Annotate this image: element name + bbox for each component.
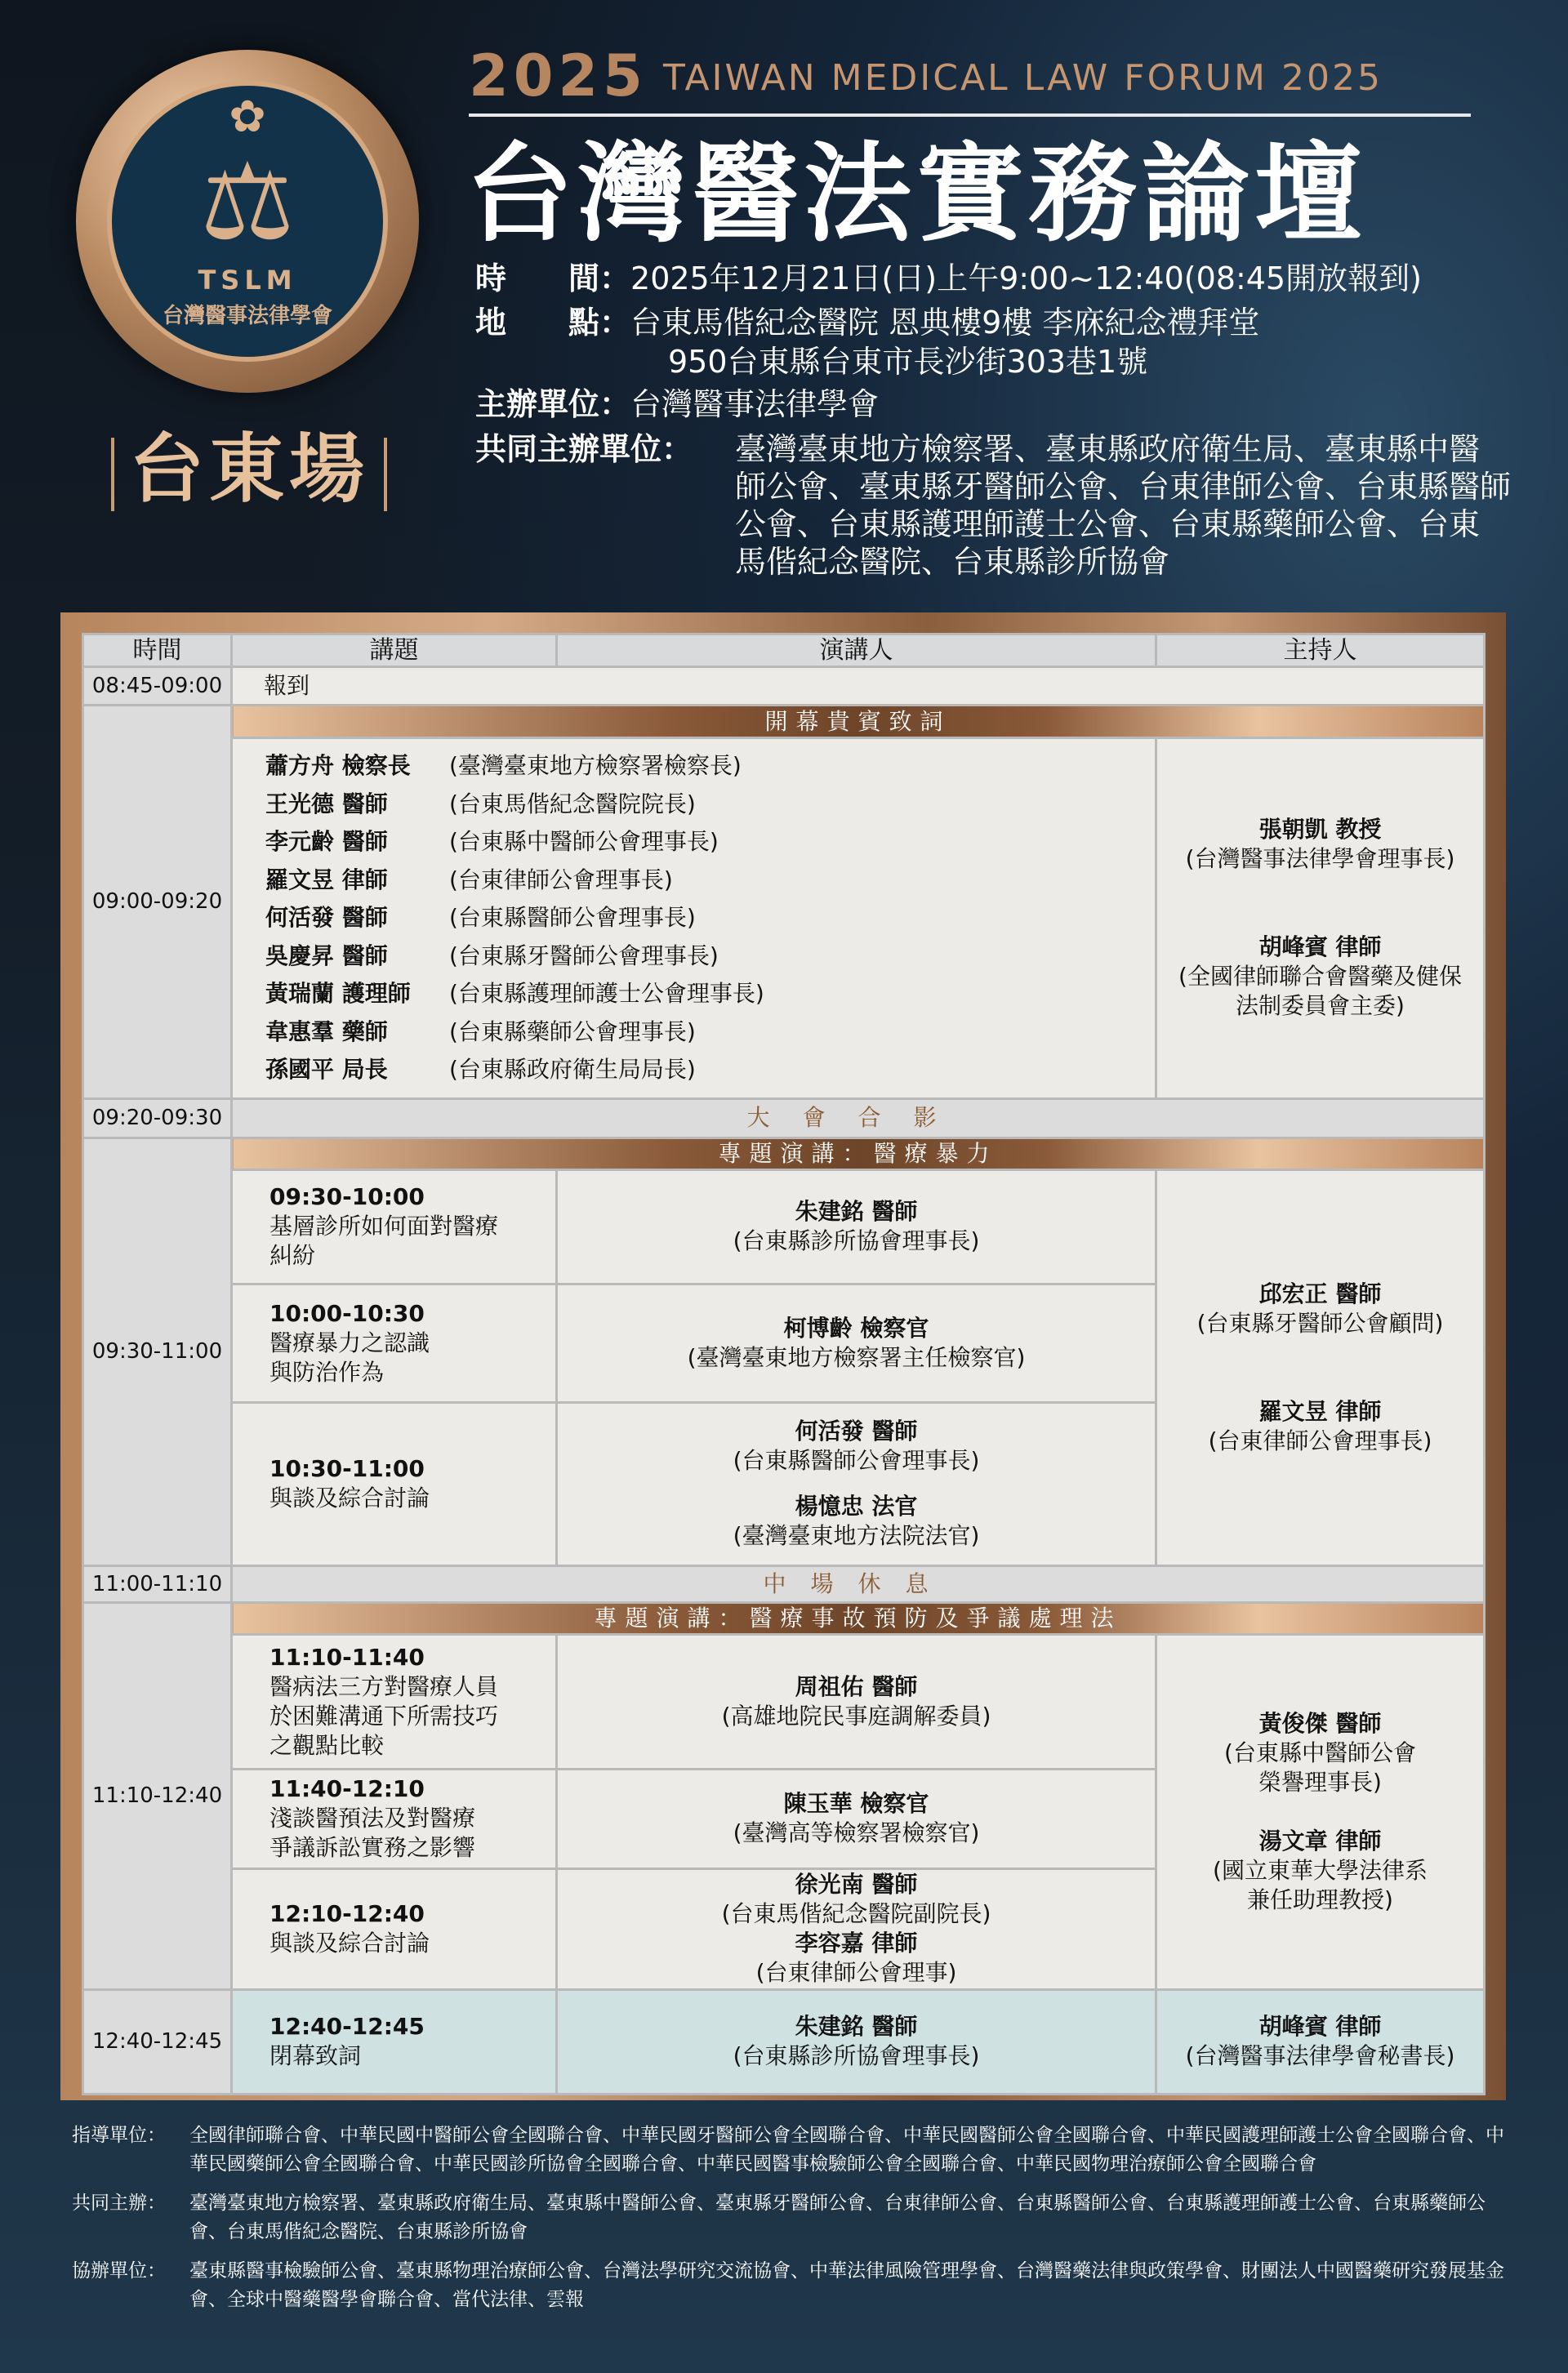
host-cell: 黃俊傑 醫師 (台東縣中醫師公會 榮譽理事長) 湯文章 律師 (國立東華大學法律系 兼任助理教授) — [1156, 1634, 1485, 1989]
time-cell: 08:45-09:00 — [83, 667, 232, 706]
list-item: 何活發 醫師 (台東縣醫師公會理事長) — [265, 904, 696, 931]
table-row — [83, 1169, 1485, 1284]
scales-caduceus-icon: ⚖ — [199, 145, 296, 259]
time-cell: 11:10-12:40 — [83, 1602, 232, 1989]
cohost-line: 師公會、臺東縣牙醫師公會、台東律師公會、台東縣醫師 — [735, 469, 1512, 505]
break-cell: 中場休息 — [232, 1565, 1485, 1602]
speaker-cell: 朱建銘 醫師 (台東縣診所協會理事長) — [557, 1169, 1156, 1284]
table-row — [83, 1989, 1485, 2094]
section-banner: 專題演講：醫療事故預防及爭議處理法 — [232, 1602, 1485, 1634]
topic-cell: 12:40-12:45 閉幕致詞 — [232, 1989, 557, 2094]
divider-bar — [384, 438, 387, 511]
speaker-cell: 朱建銘 醫師 (台東縣診所協會理事長) — [557, 1989, 1156, 2094]
time-cell: 09:30-11:00 — [83, 1138, 232, 1565]
list-item: 黃瑞蘭 護理師 (台東縣護理師護士公會理事長) — [265, 980, 764, 1007]
info-place-value: 台東馬偕紀念醫院 恩典樓9樓 李庥紀念禮拜堂 — [630, 305, 1260, 341]
footer-guidance: 指導單位： 全國律師聯合會、中華民國中醫師公會全國聯合會、中華民國牙醫師公會全國聯合會、中華民國醫師公會全國聯合會、中華民國護理師護士公會全國聯合會、中華民國藥師公會全國聯合會、中華民國診所協會全國聯合會、中華民國醫事檢驗師公會全國聯合會、中華民國物理治療師公會全國聯合會 — [72, 2125, 1504, 2175]
speaker-cell: 陳玉華 檢察官 (臺灣高等檢察署檢察官) — [557, 1769, 1156, 1868]
info-host — [475, 385, 879, 423]
cohost-line: 臺灣臺東地方檢察署、臺東縣政府衛生局、臺東縣中醫 — [735, 431, 1481, 467]
checkin-cell: 報到 — [232, 667, 1485, 706]
topic-cell: 10:30-11:00 與談及綜合討論 — [232, 1402, 557, 1565]
time-cell: 09:20-09:30 — [83, 1098, 232, 1138]
table-row — [83, 1138, 1485, 1169]
list-item: 蕭方舟 檢察長 (臺灣臺東地方檢察署檢察長) — [265, 752, 742, 779]
header-time: 時間 — [83, 634, 232, 667]
host-cell: 張朝凱 教授 (台灣醫事法律學會理事長) 胡峰賓 律師 (全國律師聯合會醫藥及健保 法制委員會主委) — [1156, 738, 1485, 1099]
time-cell: 12:40-12:45 — [83, 1989, 232, 2094]
info-time — [475, 260, 1422, 297]
topic-cell: 12:10-12:40 與談及綜合討論 — [232, 1868, 557, 1989]
table-header — [83, 634, 1485, 667]
header-host: 主持人 — [1156, 634, 1485, 667]
plum-blossom-icon: ✿ — [229, 92, 266, 141]
info-cohost — [735, 430, 1511, 581]
topic-cell: 11:10-11:40 醫病法三方對醫療人員 於困難溝通下所需技巧 之觀點比較 — [232, 1634, 557, 1769]
info-time-value: 2025年12月21日(日)上午9:00~12:40(08:45開放報到) — [630, 260, 1422, 296]
section-banner: 專題演講：醫療暴力 — [232, 1138, 1485, 1169]
photo-cell: 大會合影 — [232, 1098, 1485, 1138]
header-topic: 講題 — [232, 634, 557, 667]
time-cell: 11:00-11:10 — [83, 1565, 232, 1602]
agenda-table — [82, 633, 1486, 2095]
tslm-logo — [76, 50, 419, 393]
venue-label — [82, 425, 416, 514]
divider — [469, 114, 1471, 117]
english-title: TAIWAN MEDICAL LAW FORUM 2025 — [663, 57, 1383, 99]
host-cell: 邱宏正 醫師 (台東縣牙醫師公會顧問) 羅文昱 律師 (台東律師公會理事長) — [1156, 1169, 1485, 1565]
footer-coorganizer: 協辦單位： 臺東縣醫事檢驗師公會、臺東縣物理治療師公會、台灣法學研究交流協會、中華法律風險管理學會、台灣醫藥法律與政策學會、財團法人中國醫藥研究發展基金會、全球中醫藥醫學會聯合會、當代法律、雲報 — [72, 2260, 1504, 2310]
logo-abbr: TSLM — [198, 265, 297, 296]
info-place-label: 地 點： — [475, 305, 631, 341]
topic-cell: 09:30-10:00 基層診所如何面對醫療 糾紛 — [232, 1169, 557, 1284]
opening-speakers — [232, 738, 1156, 1099]
list-item: 吳慶昇 醫師 (台東縣牙醫師公會理事長) — [265, 942, 719, 969]
host-cell: 胡峰賓 律師 (台灣醫事法律學會秘書長) — [1156, 1989, 1485, 2094]
cohost-line: 馬偕紀念醫院、台東縣診所協會 — [735, 544, 1170, 580]
speaker-cell: 柯博齡 檢察官 (臺灣臺東地方檢察署主任檢察官) — [557, 1284, 1156, 1402]
logo-ring-text: 台灣醫事法律學會 — [162, 304, 332, 328]
topic-cell: 11:40-12:10 淺談醫預法及對醫療 爭議訴訟實務之影響 — [232, 1769, 557, 1868]
table-row — [83, 667, 1485, 706]
speaker-cell: 周祖佑 醫師 (高雄地院民事庭調解委員) — [557, 1634, 1156, 1769]
footer-organizers — [72, 2121, 1509, 2325]
page-title: 台灣醫法實務論壇 — [466, 131, 1367, 257]
section-banner: 開幕貴賓致詞 — [232, 706, 1485, 738]
divider-bar — [111, 438, 114, 511]
info-cohost-label: 共同主辦單位： — [475, 431, 693, 467]
time-cell: 09:00-09:20 — [83, 706, 232, 1099]
topic-cell: 10:00-10:30 醫療暴力之認識 與防治作為 — [232, 1284, 557, 1402]
table-row — [83, 1098, 1485, 1138]
info-host-value: 台灣醫事法律學會 — [630, 386, 880, 422]
cohost-line: 公會、台東縣護理師護士公會、台東縣藥師公會、台東 — [735, 506, 1481, 542]
table-row — [83, 1565, 1485, 1602]
list-item: 韋惠羣 藥師 (台東縣藥師公會理事長) — [265, 1017, 696, 1045]
footer-cohost: 共同主辦： 臺灣臺東地方檢察署、臺東縣政府衛生局、臺東縣中醫師公會、臺東縣牙醫師公會、台東律師公會、台東縣醫師公會、台東縣護理師護士公會、台東縣藥師公會、台東馬偕紀念醫院、台東縣診所協會 — [72, 2193, 1486, 2242]
table-row — [83, 1634, 1485, 1769]
info-host-label: 主辦單位： — [475, 386, 631, 422]
table-row — [83, 738, 1485, 1099]
header-speaker: 演講人 — [557, 634, 1156, 667]
list-item: 孫國平 局長 (台東縣政府衛生局局長) — [265, 1056, 696, 1083]
venue-text: 台東場 — [128, 425, 369, 513]
info-address: 950台東縣台東市長沙街303巷1號 — [668, 344, 1148, 380]
info-place — [475, 304, 1259, 341]
table-row — [83, 1602, 1485, 1634]
table-row — [83, 706, 1485, 738]
info-time-label: 時 間： — [475, 260, 631, 296]
speaker-cell: 徐光南 醫師 (台東馬偕紀念醫院副院長) 李容嘉 律師 (台東律師公會理事) — [557, 1868, 1156, 1989]
list-item: 羅文昱 律師 (台東律師公會理事長) — [265, 866, 673, 893]
year: 2025 — [469, 42, 648, 109]
speaker-cell: 何活發 醫師 (台東縣醫師公會理事長) 楊憶忠 法官 (臺灣臺東地方法院法官) — [557, 1402, 1156, 1565]
logo-inner — [107, 81, 388, 362]
list-item: 王光德 醫師 (台東馬偕紀念醫院院長) — [265, 790, 696, 817]
list-item: 李元齡 醫師 (台東縣中醫師公會理事長) — [265, 828, 719, 855]
